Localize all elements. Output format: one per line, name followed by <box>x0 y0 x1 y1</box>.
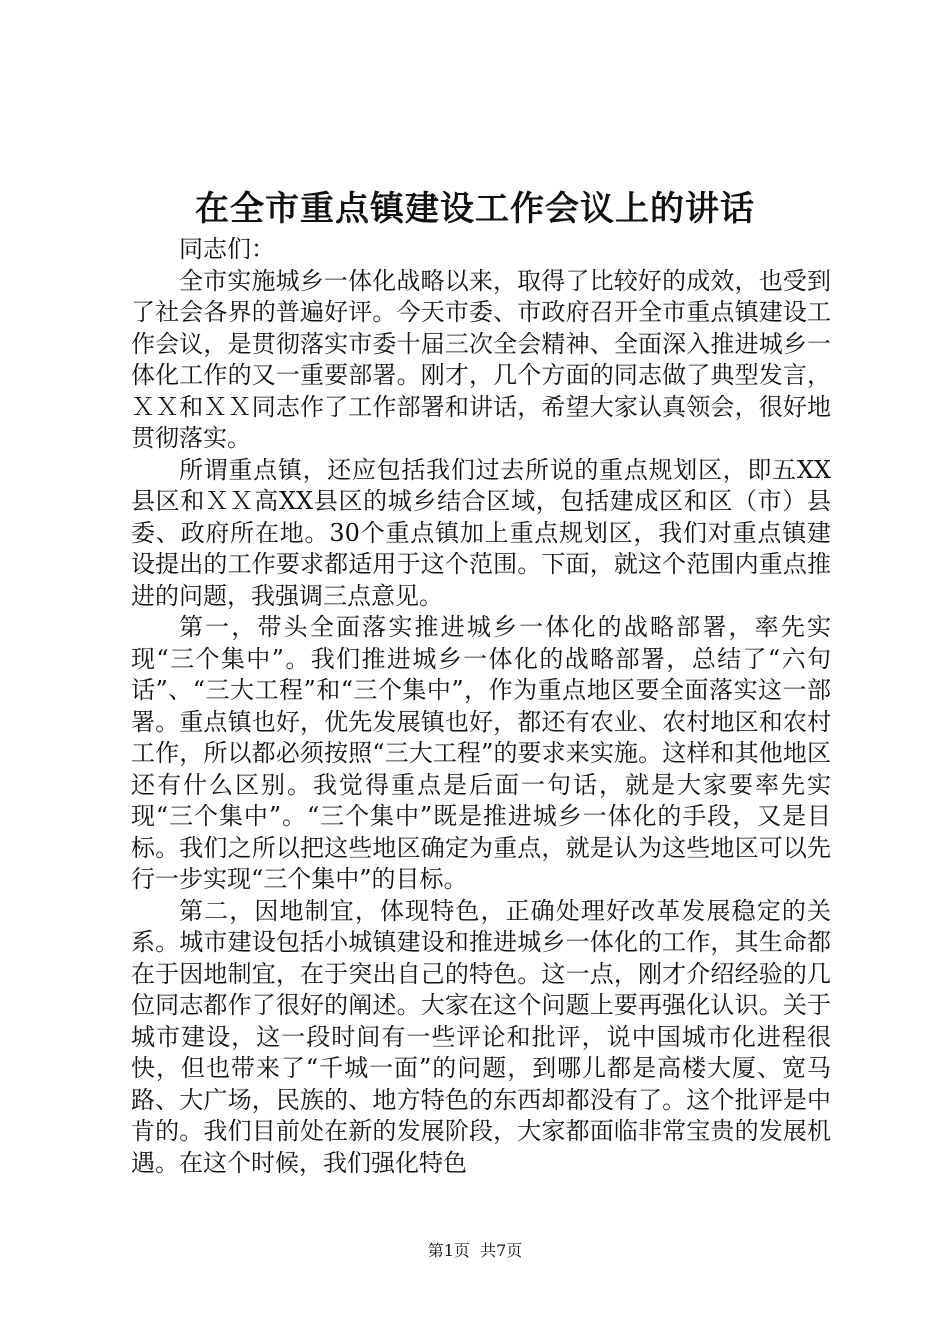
body-paragraph-3: 第一，带头全面落实推进城乡一体化的战略部署，率先实现“三个集中”。我们推进城乡一体化的战略部署，总结了“六句话”、“三大工程”和“三个集中”，作为重点地区要全面落实这一部署。重点镇也好，优先发展镇也好，都还有农业、农村地区和农村工作，所以都必须按照“三大工程”的要求来实施。这样和其他地区还有什么区别。我觉得重点是后面一句话，就是大家要率先实现“三个集中”。“三个集中”既是推进城乡一体化的手段，又是目标。我们之所以把这些地区确定为重点，就是认为这些地区可以先行一步实现“三个集中”的目标。 <box>131 613 831 893</box>
body-paragraph-2: 所谓重点镇，还应包括我们过去所说的重点规划区，即五XX县区和ＸＸ高XX县区的城乡结合区域，包括建成区和区（市）县委、政府所在地。30个重点镇加上重点规划区，我们对重点镇建设提出的工作要求都适用于这个范围。下面，就这个范围内重点推进的问题，我强调三点意见。 <box>131 455 831 610</box>
page-total: 共7页 <box>480 1241 523 1260</box>
body-paragraph-1: 全市实施城乡一体化战略以来，取得了比较好的成效，也受到了社会各界的普遍好评。今天市委、市政府召开全市重点镇建设工作会议，是贯彻落实市委十届三次全会精神、全面深入推进城乡一体化工作的又一重要部署。刚才，几个方面的同志做了典型发言，ＸＸ和ＸＸ同志作了工作部署和讲话，希望大家认真领会，很好地贯彻落实。 <box>131 266 831 452</box>
footer-separator <box>470 1241 480 1260</box>
document-title: 在全市重点镇建设工作会议上的讲话 <box>195 189 755 229</box>
page-footer <box>0 1240 950 1262</box>
salutation-paragraph: 同志们： <box>179 235 275 263</box>
page-number: 第1页 <box>427 1241 470 1260</box>
document-body <box>131 234 831 1179</box>
body-paragraph-4: 第二，因地制宜，体现特色，正确处理好改革发展稳定的关系。城市建设包括小城镇建设和推进城乡一体化的工作，其生命都在于因地制宜，在于突出自己的特色。这一点，刚才介绍经验的几位同志都作了很好的阐述。大家在这个问题上要再强化认识。关于城市建设，这一段时间有一些评论和批评，说中国城市化进程很快，但也带来了“千城一面”的问题，到哪儿都是高楼大厦、宽马路、大广场，民族的、地方特色的东西却都没有了。这个批评是中肯的。我们目前处在新的发展阶段，大家都面临非常宝贵的发展机遇。在这个时候，我们强化特色 <box>131 896 831 1177</box>
